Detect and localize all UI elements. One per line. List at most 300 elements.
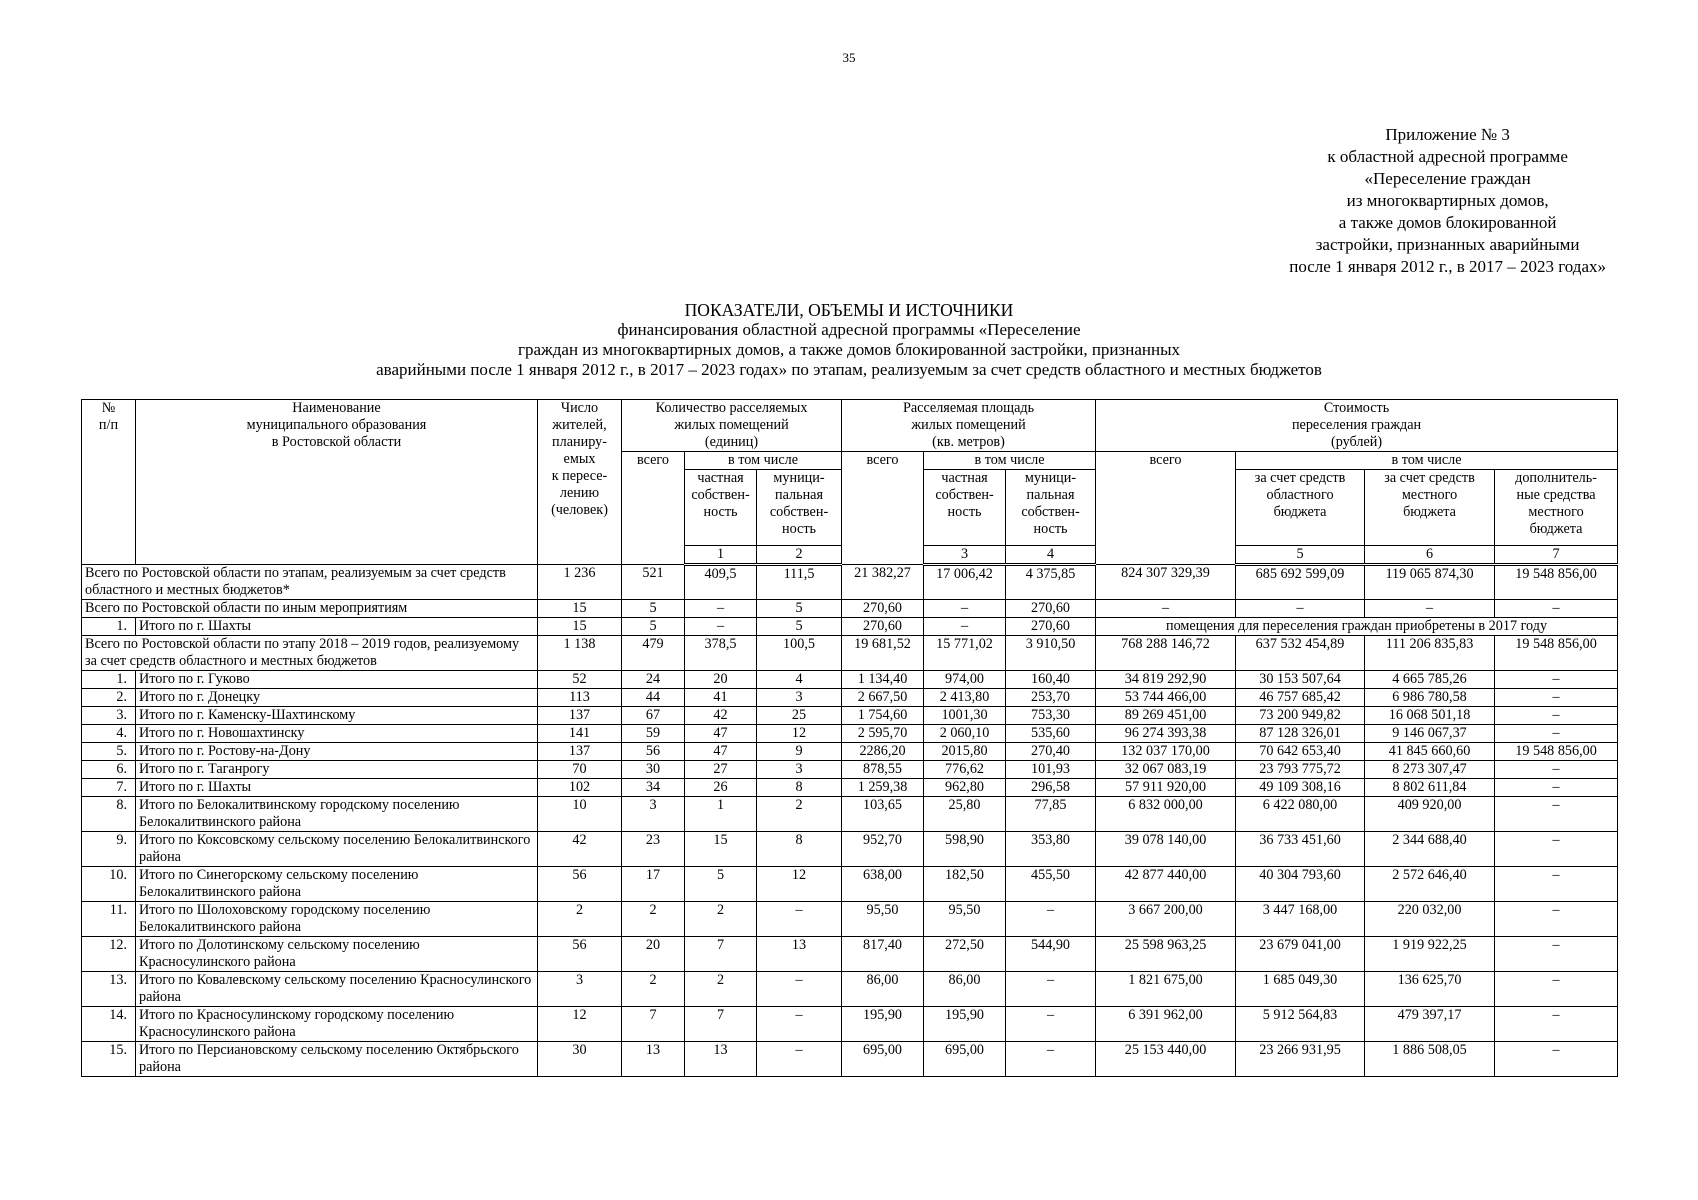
value-cell: 695,00 (924, 1042, 1006, 1077)
header-residents: Число жителей, планиру- емых к пересе- лению (человек) (538, 400, 622, 565)
row-name: Итого по г. Таганрогу (136, 761, 538, 779)
row-number: 2. (82, 689, 136, 707)
appendix-line: Приложение № 3 (1385, 125, 1510, 144)
value-cell: 878,55 (842, 761, 924, 779)
value-cell: 1 259,38 (842, 779, 924, 797)
value-cell: – (757, 1007, 842, 1042)
value-cell: 160,40 (1006, 671, 1096, 689)
row-number: 11. (82, 902, 136, 937)
value-cell: 378,5 (685, 636, 757, 671)
table-row (82, 779, 1618, 797)
row-name: Итого по г. Шахты (136, 779, 538, 797)
value-cell: 5 (757, 600, 842, 618)
table-row (82, 618, 1618, 636)
header-area-private: частная собствен- ность (924, 470, 1006, 546)
value-cell: 19 548 856,00 (1495, 565, 1618, 600)
header-units-private: частная собствен- ность (685, 470, 757, 546)
table-row (82, 832, 1618, 867)
value-cell: 1 134,40 (842, 671, 924, 689)
value-cell: 272,50 (924, 937, 1006, 972)
value-cell: 296,58 (1006, 779, 1096, 797)
value-cell: – (1495, 797, 1618, 832)
value-cell: 479 (622, 636, 685, 671)
value-cell: 56 (622, 743, 685, 761)
value-cell: 136 625,70 (1365, 972, 1495, 1007)
appendix-block (1289, 124, 1606, 278)
value-cell: 13 (685, 1042, 757, 1077)
row-number: 1. (82, 671, 136, 689)
value-cell: 6 422 080,00 (1236, 797, 1365, 832)
value-cell: 974,00 (924, 671, 1006, 689)
table-row (82, 761, 1618, 779)
value-cell: 111,5 (757, 565, 842, 600)
header-units-municipal: муници- пальная собствен- ность (757, 470, 842, 546)
value-cell: 70 (538, 761, 622, 779)
value-cell: 39 078 140,00 (1096, 832, 1236, 867)
value-cell: 3 667 200,00 (1096, 902, 1236, 937)
value-cell: 46 757 685,42 (1236, 689, 1365, 707)
row-number: 15. (82, 1042, 136, 1077)
value-cell: 535,60 (1006, 725, 1096, 743)
value-cell: 1 754,60 (842, 707, 924, 725)
appendix-line: а также домов блокированной (1338, 213, 1557, 232)
value-cell: – (1495, 832, 1618, 867)
value-cell: – (685, 618, 757, 636)
value-cell: – (1495, 1042, 1618, 1077)
value-cell: 2 413,80 (924, 689, 1006, 707)
table-row (82, 743, 1618, 761)
value-cell: – (1495, 671, 1618, 689)
value-cell: 5 912 564,83 (1236, 1007, 1365, 1042)
table-row (82, 937, 1618, 972)
value-cell: 3 447 168,00 (1236, 902, 1365, 937)
row-name: Итого по Шолоховскому городскому поселению Белокалитвинского района (136, 902, 538, 937)
summary-row (82, 600, 1618, 618)
title-subline: граждан из многоквартирных домов, а также домов блокированной застройки, признанных (517, 340, 1180, 359)
value-cell: 15 771,02 (924, 636, 1006, 671)
value-cell: 70 642 653,40 (1236, 743, 1365, 761)
value-cell: 132 037 170,00 (1096, 743, 1236, 761)
value-cell: 19 681,52 (842, 636, 924, 671)
value-cell: 41 845 660,60 (1365, 743, 1495, 761)
value-cell: 141 (538, 725, 622, 743)
value-cell: – (1495, 902, 1618, 937)
appendix-line: из многоквартирных домов, (1346, 191, 1549, 210)
value-cell: 817,40 (842, 937, 924, 972)
value-cell: 4 (757, 671, 842, 689)
value-cell: 5 (685, 867, 757, 902)
summary-row (82, 636, 1618, 671)
value-cell: 638,00 (842, 867, 924, 902)
value-cell: 30 (538, 1042, 622, 1077)
value-cell: 8 (757, 832, 842, 867)
value-cell: 2 (685, 902, 757, 937)
value-cell: 598,90 (924, 832, 1006, 867)
value-cell: 47 (685, 743, 757, 761)
value-cell: 8 273 307,47 (1365, 761, 1495, 779)
value-cell: 25 (757, 707, 842, 725)
value-cell: – (1495, 867, 1618, 902)
col-index: 3 (924, 546, 1006, 565)
row-name: Всего по Ростовской области по этапу 2018 – 2019 годов, реализуемому за счет средств областного и местных бюджетов (82, 636, 538, 671)
header-cost-including: в том числе (1236, 452, 1618, 470)
value-cell: 86,00 (924, 972, 1006, 1007)
header-regional-budget: за счет средств областного бюджета (1236, 470, 1365, 546)
value-cell: 182,50 (924, 867, 1006, 902)
row-name: Итого по г. Новошахтинску (136, 725, 538, 743)
value-cell: 2 (685, 972, 757, 1007)
value-cell: 56 (538, 867, 622, 902)
row-name: Итого по Красносулинскому городскому поселению Красносулинского района (136, 1007, 538, 1042)
value-cell: 7 (622, 1007, 685, 1042)
title-main: ПОКАЗАТЕЛИ, ОБЪЕМЫ И ИСТОЧНИКИ (684, 300, 1014, 320)
value-cell: 1 886 508,05 (1365, 1042, 1495, 1077)
value-cell: – (1495, 937, 1618, 972)
value-cell: 34 819 292,90 (1096, 671, 1236, 689)
row-number: 7. (82, 779, 136, 797)
row-name: Итого по г. Каменску-Шахтинскому (136, 707, 538, 725)
value-cell: – (757, 972, 842, 1007)
value-cell: – (1495, 600, 1618, 618)
appendix-line: «Переселение граждан (1364, 169, 1531, 188)
value-cell: 13 (622, 1042, 685, 1077)
value-cell: 1 236 (538, 565, 622, 600)
row-number: 6. (82, 761, 136, 779)
header-area-group: Расселяемая площадь жилых помещений (кв. метров) (842, 400, 1096, 452)
value-cell: 137 (538, 743, 622, 761)
header-local-budget: за счет средств местного бюджета (1365, 470, 1495, 546)
header-name: Наименование муниципального образования в Ростовской области (136, 400, 538, 565)
value-cell: 776,62 (924, 761, 1006, 779)
value-cell: 25,80 (924, 797, 1006, 832)
value-cell: – (1495, 1007, 1618, 1042)
row-name: Итого по Ковалевскому сельскому поселению Красносулинского района (136, 972, 538, 1007)
value-cell: 89 269 451,00 (1096, 707, 1236, 725)
value-cell: – (1006, 972, 1096, 1007)
value-cell: 1 138 (538, 636, 622, 671)
value-cell: 6 832 000,00 (1096, 797, 1236, 832)
col-index: 5 (1236, 546, 1365, 565)
row-name: Итого по Белокалитвинскому городскому поселению Белокалитвинского района (136, 797, 538, 832)
value-cell: – (757, 1042, 842, 1077)
table-body (82, 400, 1618, 1077)
value-cell: 73 200 949,82 (1236, 707, 1365, 725)
value-cell: – (1006, 1042, 1096, 1077)
value-cell: 100,5 (757, 636, 842, 671)
value-cell: 96 274 393,38 (1096, 725, 1236, 743)
value-cell: 137 (538, 707, 622, 725)
value-cell: 102 (538, 779, 622, 797)
row-number: 3. (82, 707, 136, 725)
value-cell: – (1495, 761, 1618, 779)
appendix-line: застройки, признанных аварийными (1315, 235, 1580, 254)
value-cell: 1 685 049,30 (1236, 972, 1365, 1007)
value-cell: 30 (622, 761, 685, 779)
value-cell: 19 548 856,00 (1495, 743, 1618, 761)
value-cell: – (757, 902, 842, 937)
row-number: 8. (82, 797, 136, 832)
row-name: Итого по г. Гуково (136, 671, 538, 689)
value-cell: – (1495, 972, 1618, 1007)
value-cell: 40 304 793,60 (1236, 867, 1365, 902)
value-cell: 15 (685, 832, 757, 867)
value-cell: 8 (757, 779, 842, 797)
value-cell: 86,00 (842, 972, 924, 1007)
value-cell: – (1495, 707, 1618, 725)
value-cell: 30 153 507,64 (1236, 671, 1365, 689)
appendix-line: после 1 января 2012 г., в 2017 – 2023 годах» (1289, 257, 1606, 276)
value-cell: 270,60 (842, 618, 924, 636)
value-cell: 195,90 (842, 1007, 924, 1042)
value-cell: 1001,30 (924, 707, 1006, 725)
row-number: 9. (82, 832, 136, 867)
value-cell: 15 (538, 600, 622, 618)
value-cell: – (685, 600, 757, 618)
table-row (82, 689, 1618, 707)
row-name: Всего по Ростовской области по этапам, реализуемым за счет средств областного и местных бюджетов* (82, 565, 538, 600)
value-cell: 1 (685, 797, 757, 832)
value-cell: 4 375,85 (1006, 565, 1096, 600)
row-number: 1. (82, 618, 136, 636)
row-number: 13. (82, 972, 136, 1007)
value-cell: 41 (685, 689, 757, 707)
value-cell: 544,90 (1006, 937, 1096, 972)
value-cell: 25 598 963,25 (1096, 937, 1236, 972)
value-cell: 6 391 962,00 (1096, 1007, 1236, 1042)
header-units-including: в том числе (685, 452, 842, 470)
value-cell: 95,50 (924, 902, 1006, 937)
value-cell: 13 (757, 937, 842, 972)
value-cell: 3 (757, 689, 842, 707)
document-title (0, 300, 1698, 380)
value-cell: 53 744 466,00 (1096, 689, 1236, 707)
header-area-municipal: муници- пальная собствен- ность (1006, 470, 1096, 546)
value-cell: 409 920,00 (1365, 797, 1495, 832)
value-cell: 768 288 146,72 (1096, 636, 1236, 671)
value-cell: 3 910,50 (1006, 636, 1096, 671)
header-cost-group: Стоимость переселения граждан (рублей) (1096, 400, 1618, 452)
value-cell: 270,60 (1006, 618, 1096, 636)
value-cell: 3 (622, 797, 685, 832)
title-subline: финансирования областной адресной программы «Переселение (617, 320, 1081, 339)
value-cell: 23 (622, 832, 685, 867)
value-cell: 42 (538, 832, 622, 867)
col-index: 6 (1365, 546, 1495, 565)
value-cell: 57 911 920,00 (1096, 779, 1236, 797)
value-cell: 5 (622, 600, 685, 618)
value-cell: 23 266 931,95 (1236, 1042, 1365, 1077)
table-row (82, 902, 1618, 937)
value-cell: 119 065 874,30 (1365, 565, 1495, 600)
value-cell: 753,30 (1006, 707, 1096, 725)
value-cell: 42 877 440,00 (1096, 867, 1236, 902)
value-cell: 521 (622, 565, 685, 600)
value-cell: 220 032,00 (1365, 902, 1495, 937)
value-cell: 7 (685, 1007, 757, 1042)
value-cell: 23 679 041,00 (1236, 937, 1365, 972)
value-cell: 36 733 451,60 (1236, 832, 1365, 867)
value-cell: 2 344 688,40 (1365, 832, 1495, 867)
value-cell: 8 802 611,84 (1365, 779, 1495, 797)
row-name: Итого по Коксовскому сельскому поселению Белокалитвинского района (136, 832, 538, 867)
col-index: 1 (685, 546, 757, 565)
value-cell: 12 (538, 1007, 622, 1042)
value-cell: 3 (538, 972, 622, 1007)
value-cell: 24 (622, 671, 685, 689)
row-number: 10. (82, 867, 136, 902)
header-area-total: всего (842, 452, 924, 565)
value-cell: 87 128 326,01 (1236, 725, 1365, 743)
value-cell: 25 153 440,00 (1096, 1042, 1236, 1077)
value-cell: 17 006,42 (924, 565, 1006, 600)
table-row (82, 725, 1618, 743)
value-cell: – (1495, 689, 1618, 707)
row-number: 5. (82, 743, 136, 761)
value-cell: 21 382,27 (842, 565, 924, 600)
value-cell: 479 397,17 (1365, 1007, 1495, 1042)
value-cell: 685 692 599,09 (1236, 565, 1365, 600)
value-cell: 695,00 (842, 1042, 924, 1077)
header-no: № п/п (82, 400, 136, 565)
value-cell: – (1495, 725, 1618, 743)
value-cell: 67 (622, 707, 685, 725)
value-cell: 4 665 785,26 (1365, 671, 1495, 689)
value-cell: – (1365, 600, 1495, 618)
value-cell: 20 (622, 937, 685, 972)
value-cell: 824 307 329,39 (1096, 565, 1236, 600)
value-cell: 2 572 646,40 (1365, 867, 1495, 902)
row-number: 4. (82, 725, 136, 743)
value-cell: 103,65 (842, 797, 924, 832)
row-name: Всего по Ростовской области по иным мероприятиям (82, 600, 538, 618)
value-cell: 47 (685, 725, 757, 743)
value-cell: – (1006, 1007, 1096, 1042)
value-cell: 56 (538, 937, 622, 972)
value-cell: – (1236, 600, 1365, 618)
row-note: помещения для переселения граждан приобретены в 2017 году (1096, 618, 1618, 636)
table-row (82, 671, 1618, 689)
value-cell: 353,80 (1006, 832, 1096, 867)
value-cell: – (924, 600, 1006, 618)
col-index: 2 (757, 546, 842, 565)
value-cell: – (1006, 902, 1096, 937)
value-cell: 637 532 454,89 (1236, 636, 1365, 671)
value-cell: 2286,20 (842, 743, 924, 761)
value-cell: 27 (685, 761, 757, 779)
title-subline: аварийными после 1 января 2012 г., в 2017 – 2023 годах» по этапам, реализуемым за счет средств областного и местных бюджетов (376, 360, 1322, 379)
value-cell: 9 (757, 743, 842, 761)
table-row (82, 1007, 1618, 1042)
value-cell: 34 (622, 779, 685, 797)
col-index: 4 (1006, 546, 1096, 565)
row-name: Итого по Персиановскому сельскому поселению Октябрьского района (136, 1042, 538, 1077)
value-cell: 3 (757, 761, 842, 779)
value-cell: 12 (757, 867, 842, 902)
header-units-group: Количество расселяемых жилых помещений (единиц) (622, 400, 842, 452)
value-cell: 26 (685, 779, 757, 797)
value-cell: 2 060,10 (924, 725, 1006, 743)
value-cell: 15 (538, 618, 622, 636)
value-cell: 42 (685, 707, 757, 725)
value-cell: 20 (685, 671, 757, 689)
row-name: Итого по г. Ростову-на-Дону (136, 743, 538, 761)
value-cell: 952,70 (842, 832, 924, 867)
value-cell: 9 146 067,37 (1365, 725, 1495, 743)
value-cell: 270,40 (1006, 743, 1096, 761)
value-cell: 2 667,50 (842, 689, 924, 707)
row-name: Итого по г. Донецку (136, 689, 538, 707)
value-cell: 19 548 856,00 (1495, 636, 1618, 671)
header-row (82, 400, 1618, 452)
value-cell: 17 (622, 867, 685, 902)
value-cell: 1 821 675,00 (1096, 972, 1236, 1007)
value-cell: 16 068 501,18 (1365, 707, 1495, 725)
value-cell: 12 (757, 725, 842, 743)
summary-row (82, 565, 1618, 600)
header-cost-total: всего (1096, 452, 1236, 565)
header-additional: дополнитель- ные средства местного бюджета (1495, 470, 1618, 546)
value-cell: 2 (622, 902, 685, 937)
table-row (82, 972, 1618, 1007)
value-cell: 59 (622, 725, 685, 743)
value-cell: 111 206 835,83 (1365, 636, 1495, 671)
table-row (82, 797, 1618, 832)
header-area-including: в том числе (924, 452, 1096, 470)
value-cell: 52 (538, 671, 622, 689)
value-cell: 6 986 780,58 (1365, 689, 1495, 707)
value-cell: 32 067 083,19 (1096, 761, 1236, 779)
value-cell: 95,50 (842, 902, 924, 937)
row-number: 14. (82, 1007, 136, 1042)
value-cell: 270,60 (1006, 600, 1096, 618)
value-cell: 23 793 775,72 (1236, 761, 1365, 779)
row-number: 12. (82, 937, 136, 972)
value-cell: 409,5 (685, 565, 757, 600)
value-cell: 7 (685, 937, 757, 972)
appendix-line: к областной адресной программе (1327, 147, 1568, 166)
row-name: Итого по г. Шахты (136, 618, 538, 636)
value-cell: 10 (538, 797, 622, 832)
value-cell: – (1096, 600, 1236, 618)
header-units-total: всего (622, 452, 685, 565)
value-cell: 962,80 (924, 779, 1006, 797)
value-cell: 113 (538, 689, 622, 707)
financing-table (81, 399, 1618, 1077)
value-cell: 101,93 (1006, 761, 1096, 779)
value-cell: 2 (757, 797, 842, 832)
value-cell: 455,50 (1006, 867, 1096, 902)
value-cell: 77,85 (1006, 797, 1096, 832)
value-cell: 49 109 308,16 (1236, 779, 1365, 797)
page-number: 35 (842, 50, 856, 65)
value-cell: 253,70 (1006, 689, 1096, 707)
value-cell: 5 (757, 618, 842, 636)
value-cell: – (1495, 779, 1618, 797)
row-name: Итого по Долотинскому сельскому поселению Красносулинского района (136, 937, 538, 972)
table-row (82, 1042, 1618, 1077)
value-cell: 2 595,70 (842, 725, 924, 743)
value-cell: 44 (622, 689, 685, 707)
row-name: Итого по Синегорскому сельскому поселению Белокалитвинского района (136, 867, 538, 902)
value-cell: 270,60 (842, 600, 924, 618)
col-index: 7 (1495, 546, 1618, 565)
value-cell: 1 919 922,25 (1365, 937, 1495, 972)
table-row (82, 707, 1618, 725)
value-cell: 2015,80 (924, 743, 1006, 761)
value-cell: – (924, 618, 1006, 636)
table-row (82, 867, 1618, 902)
value-cell: 2 (538, 902, 622, 937)
